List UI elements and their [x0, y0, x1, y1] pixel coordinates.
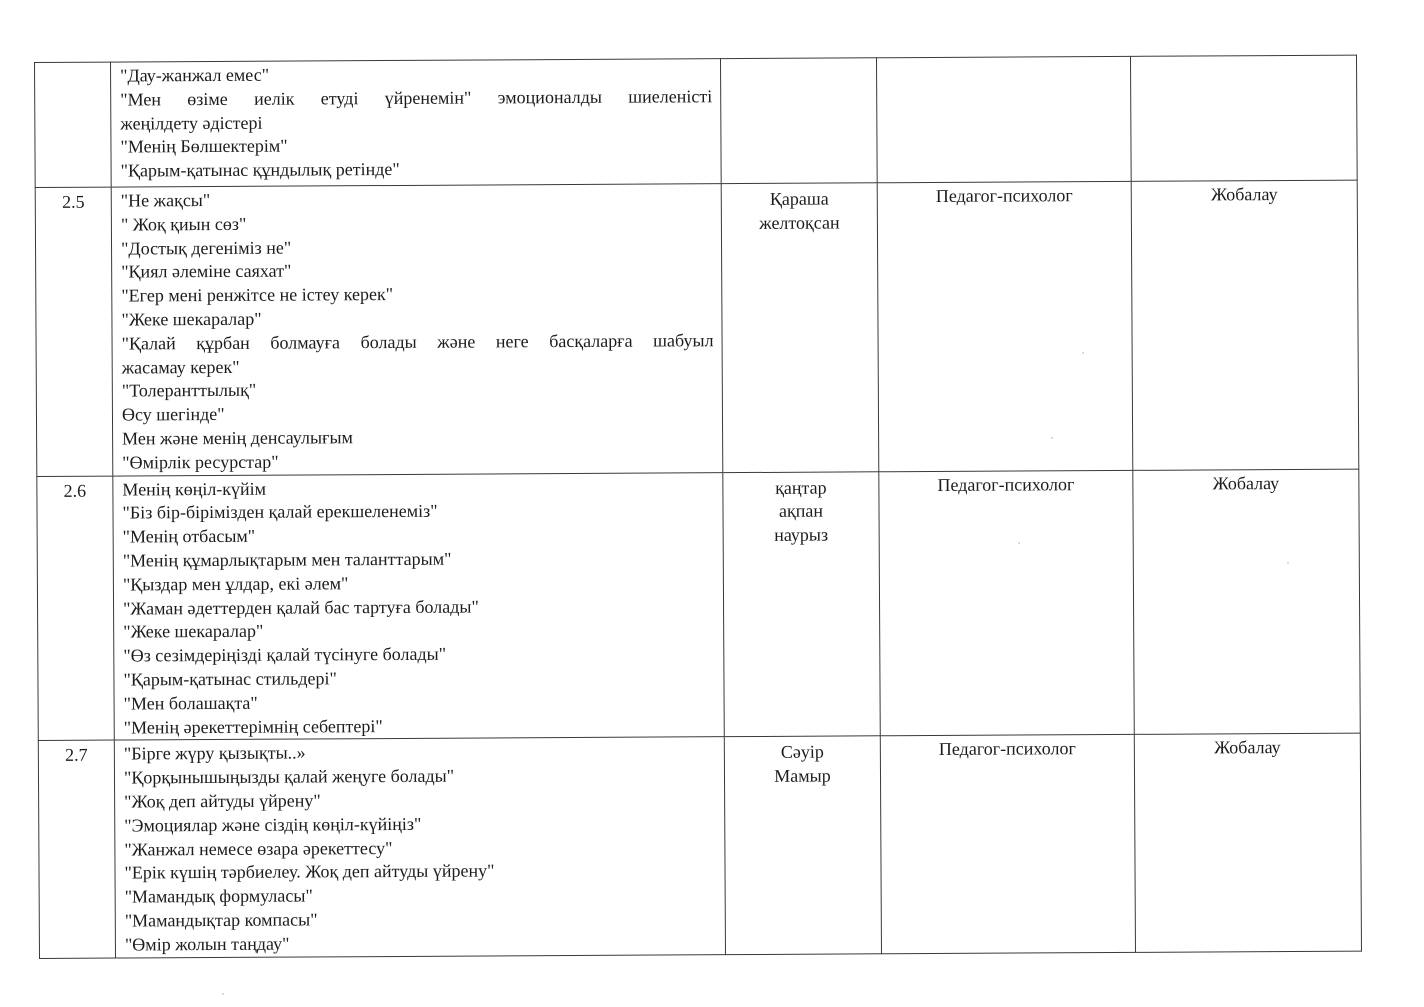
- topic-line: "Өмір жолын таңдау": [124, 933, 290, 955]
- topic-line: "Бірге жүру қызықты..»: [123, 742, 306, 764]
- topic-line: "Мен болашақта": [123, 692, 258, 714]
- form-cell: Жобалау: [1131, 180, 1359, 470]
- term-cell: [721, 183, 879, 472]
- topic-line: "Менің отбасым": [122, 525, 256, 547]
- topics-cell: [111, 59, 722, 187]
- scan-speck: [222, 993, 224, 995]
- topic-line: "Өз сезімдеріңізді қалай түсінуге болады": [123, 643, 447, 666]
- topic-line: "Жаман әдеттерден қалай бас тартуға болады": [122, 596, 479, 619]
- term-cell: [724, 736, 881, 954]
- plan-table-body: [35, 55, 1362, 958]
- topic-line: "Өмірлік ресурстар": [122, 451, 279, 473]
- table-row: [37, 469, 1360, 741]
- topics-cell: [114, 737, 725, 958]
- topic-line: "Эмоциялар және сіздің көңіл-күйіңіз": [124, 813, 422, 836]
- topic-line: "Менің Бөлшектерім": [120, 135, 288, 157]
- row-number-cell: 2.5: [35, 187, 113, 476]
- topic-line: "Қарым-қатынас құндылық ретінде": [120, 159, 400, 181]
- topic-line: "Мамандықтар компасы": [124, 909, 318, 931]
- topic-line: Өсу шегінде": [121, 404, 225, 425]
- topic-line: "Не жақсы": [120, 190, 211, 211]
- responsible-cell: Педагог-психолог: [879, 470, 1134, 736]
- topic-line: "Достық дегеніміз не": [120, 237, 292, 259]
- topic-line: "Жанжал немесе өзара әрекеттесу": [124, 837, 393, 860]
- topic-line: "Дау-жанжал емес": [120, 64, 270, 86]
- topic-line: "Қиял әлеміне саяхат": [121, 260, 292, 282]
- term-cell: [723, 471, 880, 737]
- term-line: ақпан: [778, 500, 824, 522]
- topic-line: "Толеранттылық": [121, 380, 257, 401]
- row-number-cell: [35, 62, 112, 187]
- topics-cell: [111, 184, 723, 476]
- topic-line: "Біз бір-бірімізден қалай ерекшеленеміз": [122, 501, 438, 523]
- topic-line: жасамау керек": [121, 356, 240, 378]
- topic-line: "Егер мені ренжітсе не істеу керек": [121, 284, 394, 306]
- topic-line: "Мамандық формуласы": [124, 885, 313, 907]
- topics-cell: [113, 472, 724, 740]
- term-cell: [720, 58, 877, 184]
- scan-speck: [1051, 437, 1053, 439]
- form-cell: Жобалау: [1133, 469, 1360, 735]
- row-number-cell: 2.6: [37, 476, 114, 741]
- topic-line: "Ерік күшің тәрбиелеу. Жоқ деп айтуды үйрену": [124, 860, 495, 883]
- row-number-cell: 2.7: [38, 740, 115, 958]
- term-line: наурыз: [774, 524, 829, 546]
- topic-line: "Жеке шекаралар": [121, 308, 262, 330]
- responsible-cell: Педагог-психолог: [877, 181, 1133, 471]
- term-line: Қараша: [769, 188, 829, 209]
- topic-line: "Менің әрекеттерімнің себептері": [123, 715, 383, 738]
- topic-line: " Жоқ қиын сөз": [120, 213, 247, 235]
- responsible-cell: [876, 56, 1131, 182]
- plan-table: [34, 55, 1362, 959]
- form-cell: Жобалау: [1134, 733, 1361, 951]
- topic-line: "Қорқынышыңызды қалай жеңуге болады": [123, 765, 455, 788]
- topic-line: Мен және менің денсаулығым: [122, 427, 353, 449]
- term-line: Мамыр: [774, 765, 831, 787]
- topic-line: "Қалай құрбан болмауға болады және неге басқаларға шабуыл: [121, 329, 714, 354]
- topic-line: "Жеке шекаралар": [123, 621, 264, 642]
- term-line: Сәуір: [780, 741, 824, 763]
- term-line: желтоқсан: [759, 212, 840, 233]
- topic-line: жеңілдету әдістері: [120, 112, 263, 134]
- table-row: [38, 733, 1361, 958]
- topic-line: "Қыздар мен ұлдар, екі әлем": [122, 573, 349, 595]
- topic-line: "Жоқ деп айтуды үйрену": [124, 790, 321, 812]
- scan-speck: [1018, 542, 1020, 544]
- responsible-cell: Педагог-психолог: [880, 735, 1135, 954]
- topic-line: "Қарым-қатынас стильдері": [123, 668, 337, 690]
- scan-speck: [1082, 352, 1084, 354]
- table-row: [35, 180, 1359, 476]
- scan-speck: [1287, 562, 1289, 564]
- topic-line: "Менің құмарлықтарым мен таланттарым": [122, 548, 452, 571]
- form-cell: [1130, 55, 1357, 181]
- topic-line: Менің көңіл-күйім: [122, 478, 267, 500]
- table-row: [35, 55, 1358, 187]
- topic-line: "Мен өзіме иелік етуді үйренемін" эмоционалды шиеленісті: [120, 86, 713, 110]
- term-line: қаңтар: [775, 477, 827, 498]
- document-sheet: [34, 55, 1361, 959]
